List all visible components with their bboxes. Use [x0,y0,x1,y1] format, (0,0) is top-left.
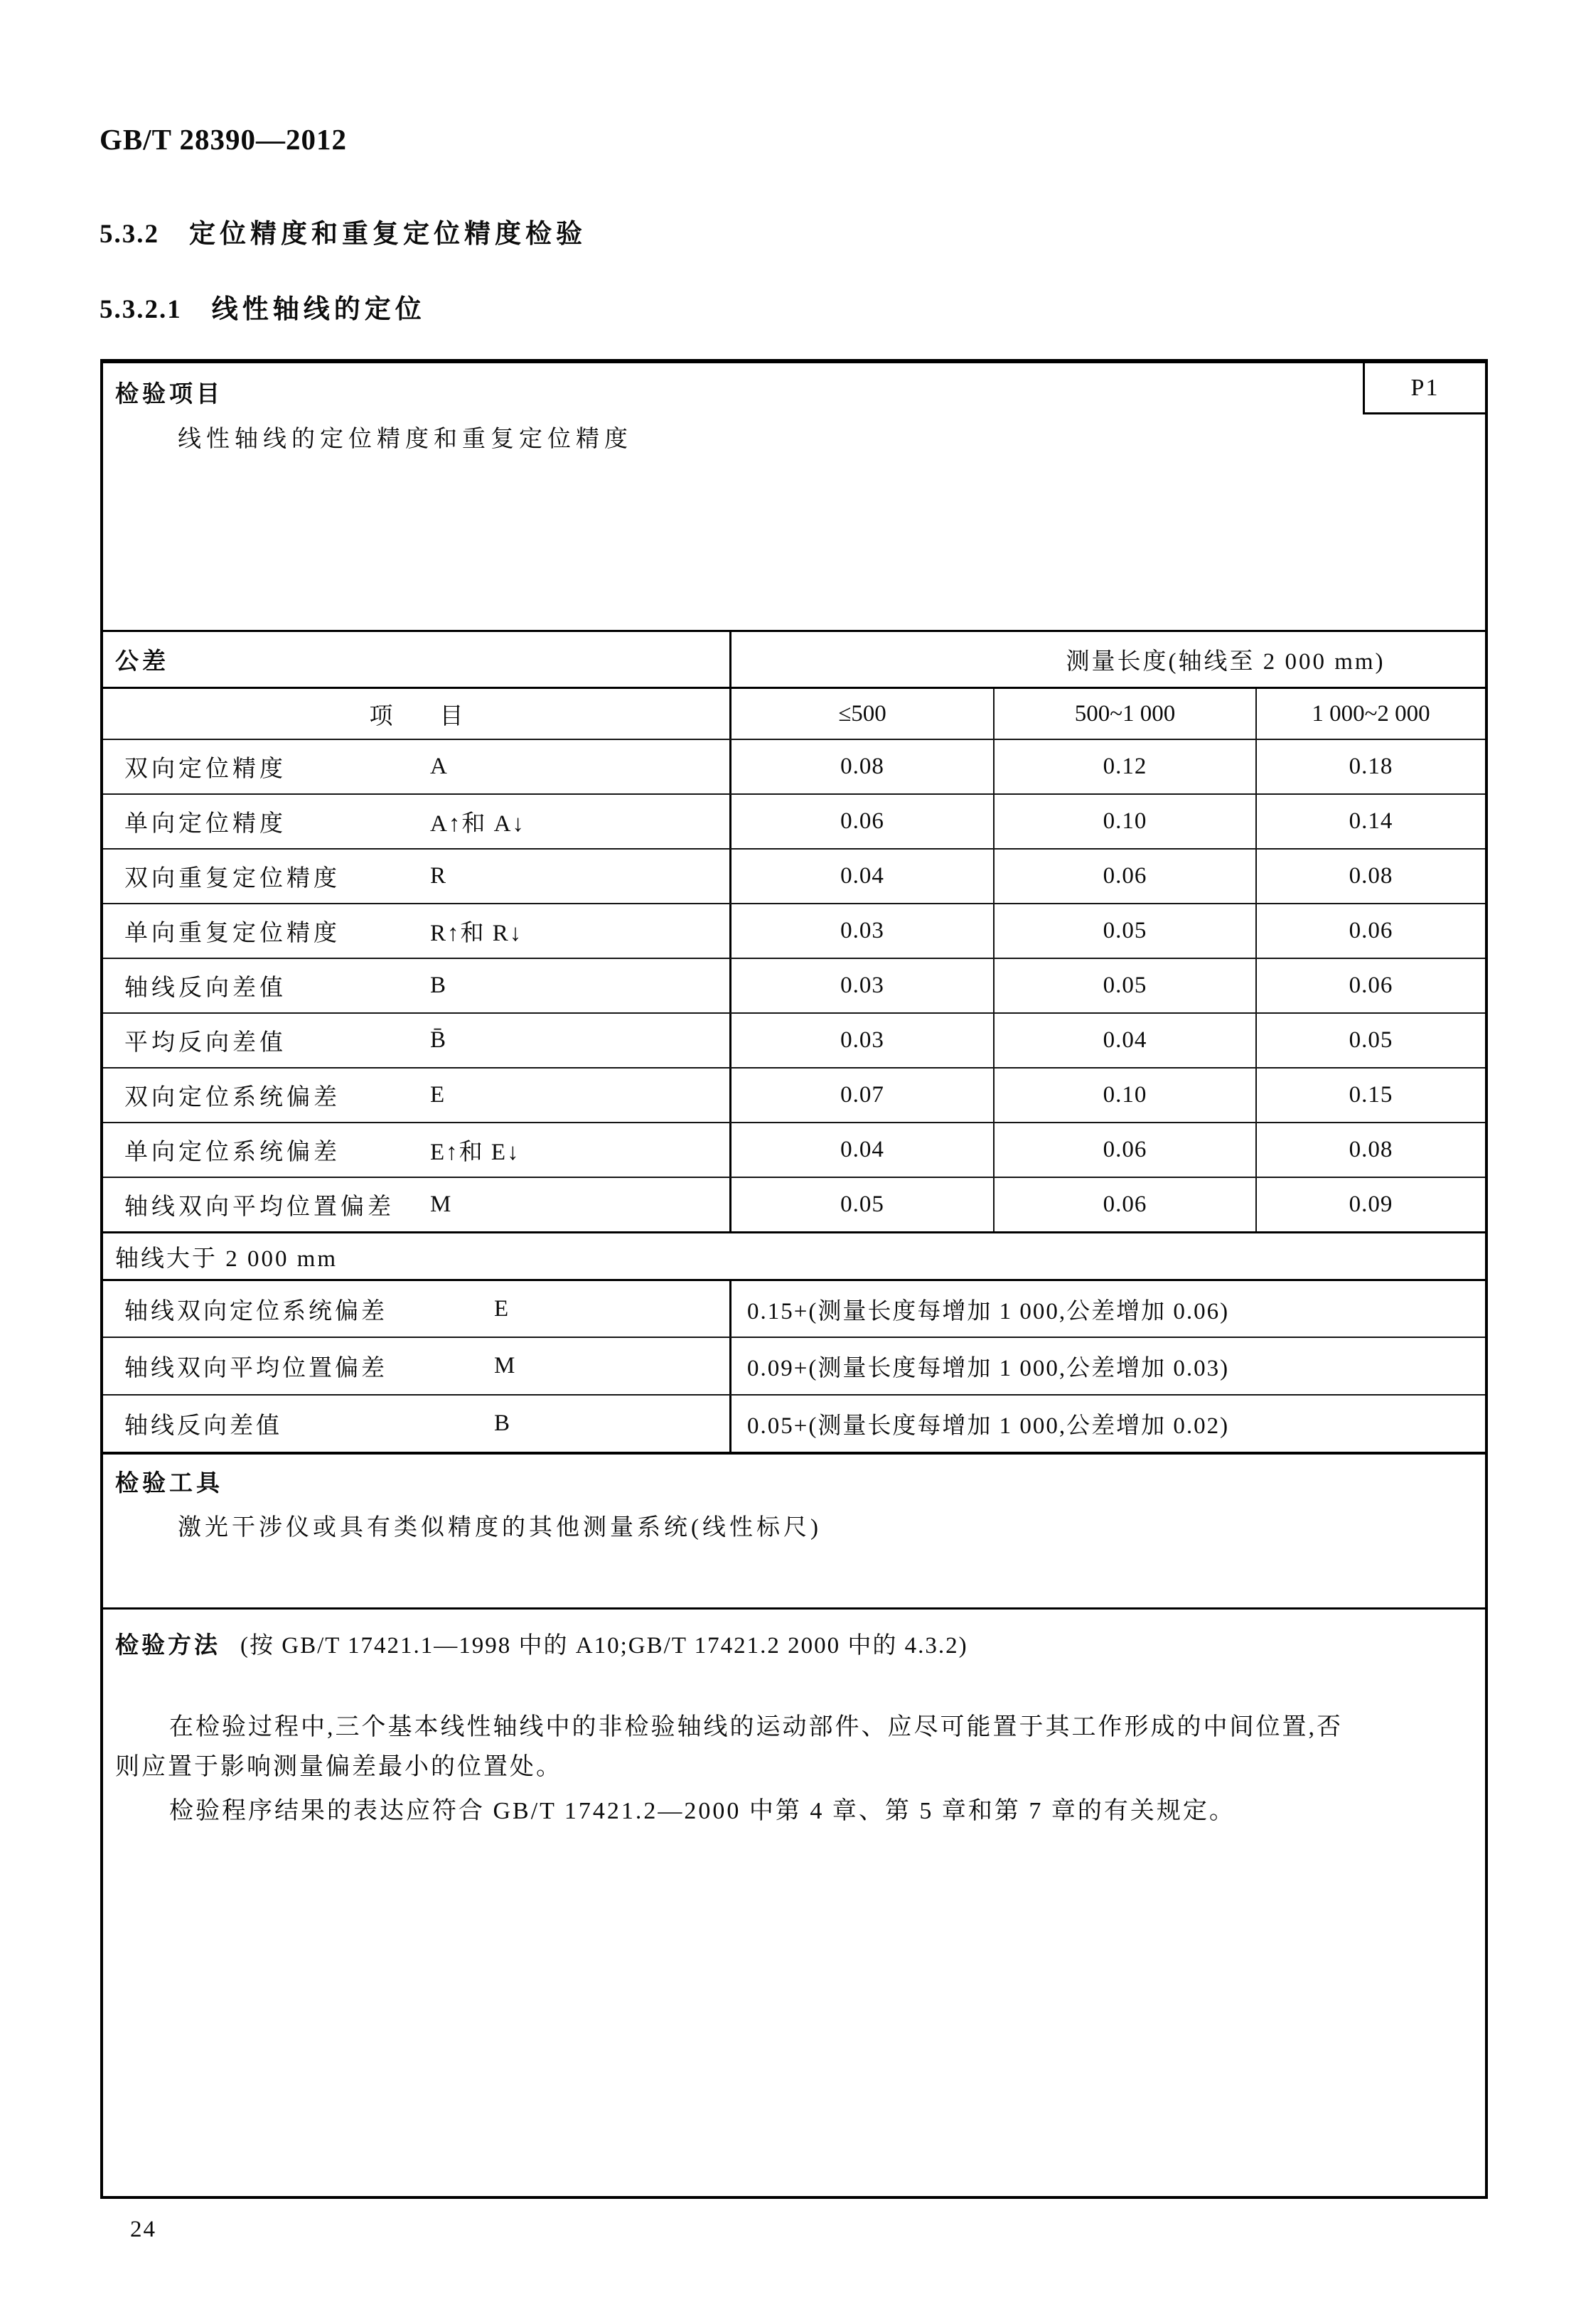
row-value: 0.06 [993,850,1255,903]
section-title: 定位精度和重复定位精度检验 [189,220,586,249]
section-heading [100,212,586,250]
row-name: 轴线双向平均位置偏差 [124,1194,395,1220]
row-name: 单向重复定位精度 [124,921,341,946]
range-header-1000-2000: 1 000~2 000 [1255,689,1485,739]
row-value: 0.06 [993,1123,1255,1177]
section-number: 5.3.2 [100,220,159,249]
row-symbol: A↑和 A↓ [430,811,525,837]
row-value: 0.04 [993,1014,1255,1067]
row-symbol: R↑和 R↓ [430,921,523,946]
row-value: 0.08 [1255,850,1485,903]
method-text: (按 GB/T 17421.1—1998 中的 A10;GB/T 17421.2 2000 中的 4.3.2) [240,1633,968,1659]
row-symbol: E↑和 E↓ [430,1140,520,1165]
row-value: 0.14 [1255,795,1485,848]
table-row [103,1279,1485,1337]
row-symbol: M [430,1192,453,1217]
tools-text: 激光干涉仪或具有类似精度的其他测量系统(线性标尺) [178,1515,822,1541]
table-row [103,1067,1485,1122]
row-symbol: E [430,1082,446,1108]
row-name: 双向定位精度 [124,756,286,782]
tolerance-header-row [103,630,1485,689]
row-value: 0.04 [840,1137,884,1162]
row-name: 单向定位系统偏差 [124,1140,341,1165]
method-line [115,1627,968,1660]
row-name: 双向重复定位精度 [124,866,341,891]
row-value: 0.03 [840,1027,884,1053]
method-label: 检验方法 [115,1633,220,1659]
row-value: 0.18 [1255,740,1485,793]
measure-length-header: 测量长度(轴线至 2 000 mm) [1066,649,1386,675]
table-row [103,793,1485,848]
row-formula: 0.09+(测量长度每增加 1 000,公差增加 0.03) [747,1356,1230,1381]
row-name: 轴线双向定位系统偏差 [124,1298,387,1324]
over-2000-rows [103,1279,1485,1452]
tools-section [103,1452,1485,1607]
row-symbol: B [494,1410,512,1436]
row-value: 0.06 [1255,959,1485,1012]
tolerance-label-cell [103,632,731,687]
row-name: 单向定位精度 [124,811,286,837]
table-row [103,1337,1485,1394]
method-section [103,1607,1485,2196]
items-column-header: 项 目 [103,689,731,739]
over-2000-label: 轴线大于 2 000 mm [103,1231,1485,1279]
row-value: 0.12 [993,740,1255,793]
row-value: 0.10 [993,795,1255,848]
row-symbol: M [494,1353,517,1378]
row-value: 0.08 [1255,1123,1485,1177]
column-header-row [103,689,1485,739]
row-symbol: B̄ [430,1027,448,1053]
table-row [103,903,1485,958]
row-formula: 0.05+(测量长度每增加 1 000,公差增加 0.02) [747,1413,1230,1439]
row-value: 0.05 [993,904,1255,958]
note-paragraph: 检验程序结果的表达应符合 GB/T 17421.2—2000 中第 4 章、第 5 章和第 7 章的有关规定。 [169,1798,1236,1824]
row-symbol: E [494,1295,510,1322]
item-description: 线性轴线的定位精度和重复定位精度 [178,427,633,452]
item-code-box [1363,363,1485,414]
table-row [103,1012,1485,1067]
row-value: 0.03 [840,973,884,998]
method-notes [115,1708,1368,1831]
row-value: 0.06 [840,808,884,834]
row-value: 0.05 [840,1192,884,1217]
row-value: 0.03 [840,918,884,943]
row-name: 轴线双向平均位置偏差 [124,1356,387,1381]
table-row [103,1122,1485,1177]
subsection-number: 5.3.2.1 [100,295,182,324]
inspection-sheet-table [100,359,1488,2199]
tools-label: 检验工具 [115,1471,223,1496]
subsection-heading [100,287,426,326]
standard-code: GB/T 28390—2012 [100,123,347,156]
range-header-500-1000: 500~1 000 [993,689,1255,739]
row-symbol: B [430,973,448,998]
range-header-le500: ≤500 [838,700,886,727]
row-name: 轴线反向差值 [124,975,286,1001]
item-label: 检验项目 [115,382,223,407]
row-value: 0.07 [840,1082,884,1108]
row-symbol: A [430,754,449,779]
row-value: 0.10 [993,1069,1255,1122]
note-paragraph: 在检验过程中,三个基本线性轴线中的非检验轴线的运动部件、应尽可能置于其工作形成的中间位置,否则应置于影响测量偏差最小的位置处。 [115,1714,1343,1780]
row-value: 0.06 [1255,904,1485,958]
table-row [103,848,1485,903]
row-value: 0.04 [840,863,884,889]
subsection-title: 线性轴线的定位 [211,295,426,324]
row-formula: 0.15+(测量长度每增加 1 000,公差增加 0.06) [747,1298,1230,1324]
row-value: 0.05 [993,959,1255,1012]
table-row [103,1394,1485,1452]
row-symbol: R [430,863,448,889]
row-value: 0.09 [1255,1178,1485,1231]
row-name: 双向定位系统偏差 [124,1085,341,1110]
table-row [103,739,1485,793]
table-row [103,958,1485,1012]
row-value: 0.08 [840,754,884,779]
row-value: 0.05 [1255,1014,1485,1067]
tolerance-rows [103,739,1485,1231]
row-value: 0.15 [1255,1069,1485,1122]
page-number: 24 [130,2217,156,2242]
item-code: P1 [1410,374,1440,401]
row-name: 轴线反向差值 [124,1413,282,1439]
tolerance-label: 公差 [115,649,169,675]
row-name: 平均反向差值 [124,1030,286,1056]
row-value: 0.06 [993,1178,1255,1231]
table-row [103,1177,1485,1231]
